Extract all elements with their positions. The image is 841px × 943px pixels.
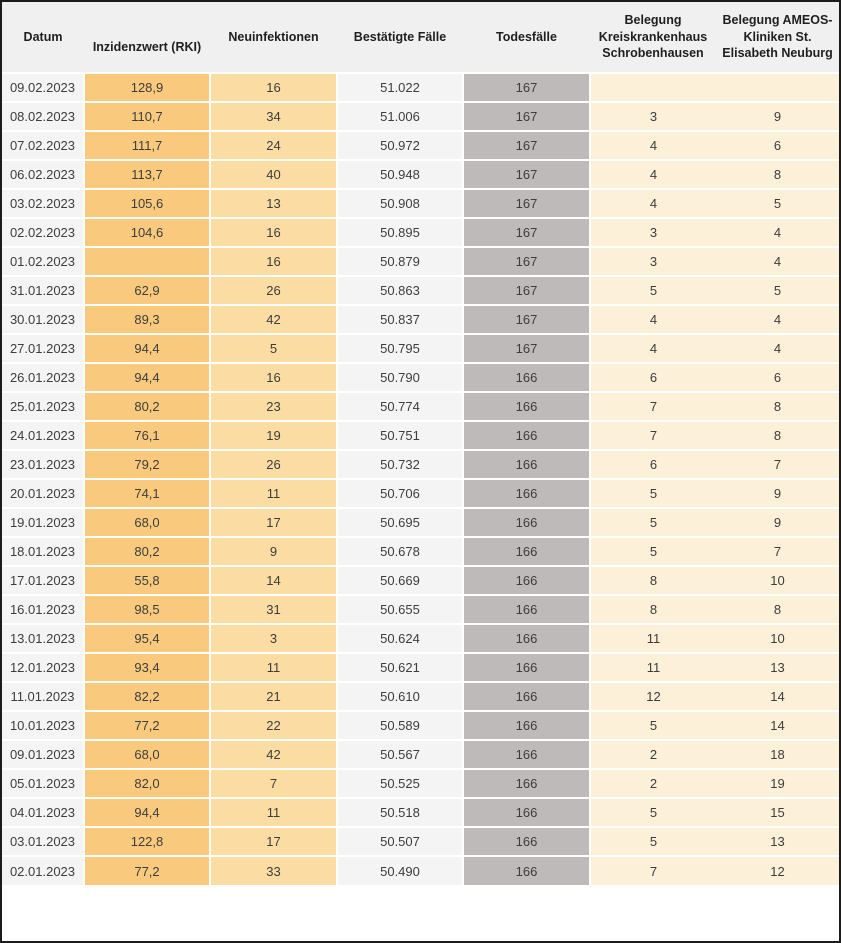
cell-datum: 25.01.2023 [2,392,84,421]
table-row [2,479,839,508]
cell-bestaetigte-faelle: 50.972 [337,131,463,160]
cell-belegung-kreiskrankenhaus: 11 [590,624,716,653]
cell-bestaetigte-faelle: 50.624 [337,624,463,653]
cell-bestaetigte-faelle: 50.879 [337,247,463,276]
cell-belegung-ameos: 18 [716,740,839,769]
cell-bestaetigte-faelle: 50.795 [337,334,463,363]
cell-inzidenzwert-rki: 82,2 [84,682,210,711]
cell-inzidenzwert-rki: 111,7 [84,131,210,160]
table-row [2,363,839,392]
cell-inzidenzwert-rki: 105,6 [84,189,210,218]
cell-datum: 19.01.2023 [2,508,84,537]
cell-belegung-kreiskrankenhaus: 3 [590,102,716,131]
cell-belegung-kreiskrankenhaus: 2 [590,769,716,798]
table-row [2,595,839,624]
cell-neuinfektionen: 19 [210,421,337,450]
cell-neuinfektionen: 23 [210,392,337,421]
cell-todesfaelle: 167 [463,247,590,276]
cell-todesfaelle: 166 [463,450,590,479]
table-row [2,740,839,769]
cell-belegung-kreiskrankenhaus: 6 [590,363,716,392]
table-row [2,682,839,711]
cell-bestaetigte-faelle: 50.908 [337,189,463,218]
cell-todesfaelle: 167 [463,160,590,189]
cell-belegung-kreiskrankenhaus: 7 [590,392,716,421]
cell-belegung-kreiskrankenhaus: 6 [590,450,716,479]
cell-neuinfektionen: 7 [210,769,337,798]
cell-todesfaelle: 167 [463,102,590,131]
cell-bestaetigte-faelle: 50.507 [337,827,463,856]
cell-bestaetigte-faelle: 50.774 [337,392,463,421]
cell-belegung-ameos: 6 [716,131,839,160]
cell-belegung-ameos: 6 [716,363,839,392]
column-header-datum: Datum [2,2,84,73]
table-row [2,189,839,218]
cell-neuinfektionen: 3 [210,624,337,653]
cell-inzidenzwert-rki: 68,0 [84,740,210,769]
cell-inzidenzwert-rki: 80,2 [84,392,210,421]
cell-datum: 07.02.2023 [2,131,84,160]
cell-todesfaelle: 166 [463,624,590,653]
table-row [2,856,839,885]
cell-neuinfektionen: 5 [210,334,337,363]
table-row [2,334,839,363]
cell-inzidenzwert-rki: 62,9 [84,276,210,305]
table-row [2,102,839,131]
cell-neuinfektionen: 33 [210,856,337,885]
cell-belegung-ameos: 14 [716,682,839,711]
cell-belegung-kreiskrankenhaus: 5 [590,537,716,566]
cell-datum: 09.01.2023 [2,740,84,769]
cell-belegung-ameos: 15 [716,798,839,827]
cell-todesfaelle: 166 [463,392,590,421]
cell-belegung-kreiskrankenhaus: 5 [590,479,716,508]
cell-bestaetigte-faelle: 50.837 [337,305,463,334]
cell-inzidenzwert-rki [84,247,210,276]
cell-neuinfektionen: 11 [210,653,337,682]
cell-todesfaelle: 166 [463,566,590,595]
cell-datum: 02.02.2023 [2,218,84,247]
cell-inzidenzwert-rki: 94,4 [84,334,210,363]
cell-neuinfektionen: 9 [210,537,337,566]
table-row [2,827,839,856]
cell-inzidenzwert-rki: 95,4 [84,624,210,653]
cell-belegung-ameos: 9 [716,508,839,537]
cell-belegung-kreiskrankenhaus: 7 [590,856,716,885]
cell-neuinfektionen: 26 [210,276,337,305]
cell-datum: 03.02.2023 [2,189,84,218]
cell-datum: 03.01.2023 [2,827,84,856]
cell-belegung-ameos: 5 [716,276,839,305]
cell-datum: 02.01.2023 [2,856,84,885]
cell-datum: 08.02.2023 [2,102,84,131]
cell-bestaetigte-faelle: 50.695 [337,508,463,537]
cell-belegung-ameos: 4 [716,305,839,334]
cell-inzidenzwert-rki: 104,6 [84,218,210,247]
table-row [2,769,839,798]
cell-neuinfektionen: 16 [210,218,337,247]
cell-bestaetigte-faelle: 50.895 [337,218,463,247]
cell-todesfaelle: 166 [463,653,590,682]
cell-belegung-kreiskrankenhaus [590,73,716,102]
cell-todesfaelle: 166 [463,363,590,392]
header-row [2,2,839,73]
cell-inzidenzwert-rki: 76,1 [84,421,210,450]
cell-datum: 31.01.2023 [2,276,84,305]
cell-datum: 09.02.2023 [2,73,84,102]
cell-datum: 17.01.2023 [2,566,84,595]
cell-neuinfektionen: 26 [210,450,337,479]
table-row [2,624,839,653]
cell-todesfaelle: 166 [463,740,590,769]
cell-todesfaelle: 167 [463,73,590,102]
cell-belegung-ameos: 13 [716,827,839,856]
cell-belegung-kreiskrankenhaus: 4 [590,160,716,189]
table-row [2,305,839,334]
cell-neuinfektionen: 22 [210,711,337,740]
cell-todesfaelle: 166 [463,537,590,566]
cell-belegung-ameos [716,73,839,102]
column-header-inzidenzwert-rki: Inzidenzwert (RKI) [84,2,210,73]
cell-neuinfektionen: 11 [210,479,337,508]
column-header-bestaetigte-faelle: Bestätigte Fälle [337,2,463,73]
cell-inzidenzwert-rki: 68,0 [84,508,210,537]
cell-todesfaelle: 166 [463,682,590,711]
cell-belegung-kreiskrankenhaus: 11 [590,653,716,682]
cell-neuinfektionen: 13 [210,189,337,218]
cell-inzidenzwert-rki: 89,3 [84,305,210,334]
table-header [2,2,839,73]
cell-bestaetigte-faelle: 50.518 [337,798,463,827]
cell-datum: 13.01.2023 [2,624,84,653]
column-header-belegung-ameos: Belegung AMEOS-Kliniken St. Elisabeth Neuburg [716,2,839,73]
cell-belegung-ameos: 7 [716,450,839,479]
cell-belegung-ameos: 8 [716,421,839,450]
cell-bestaetigte-faelle: 50.669 [337,566,463,595]
cell-bestaetigte-faelle: 50.790 [337,363,463,392]
cell-todesfaelle: 166 [463,856,590,885]
cell-neuinfektionen: 42 [210,740,337,769]
cell-belegung-kreiskrankenhaus: 4 [590,334,716,363]
cell-belegung-kreiskrankenhaus: 4 [590,131,716,160]
cell-datum: 10.01.2023 [2,711,84,740]
cell-todesfaelle: 167 [463,305,590,334]
cell-bestaetigte-faelle: 50.589 [337,711,463,740]
cell-bestaetigte-faelle: 51.006 [337,102,463,131]
cell-todesfaelle: 167 [463,189,590,218]
cell-neuinfektionen: 42 [210,305,337,334]
cell-bestaetigte-faelle: 50.567 [337,740,463,769]
table-row [2,160,839,189]
cell-datum: 27.01.2023 [2,334,84,363]
cell-neuinfektionen: 24 [210,131,337,160]
cell-bestaetigte-faelle: 50.525 [337,769,463,798]
cell-todesfaelle: 166 [463,421,590,450]
cell-datum: 05.01.2023 [2,769,84,798]
cell-datum: 11.01.2023 [2,682,84,711]
cell-neuinfektionen: 11 [210,798,337,827]
cell-bestaetigte-faelle: 50.610 [337,682,463,711]
cell-belegung-kreiskrankenhaus: 5 [590,827,716,856]
table-row [2,218,839,247]
cell-belegung-kreiskrankenhaus: 5 [590,711,716,740]
cell-neuinfektionen: 14 [210,566,337,595]
cell-datum: 04.01.2023 [2,798,84,827]
cell-bestaetigte-faelle: 50.732 [337,450,463,479]
cell-datum: 30.01.2023 [2,305,84,334]
cell-bestaetigte-faelle: 50.948 [337,160,463,189]
cell-belegung-kreiskrankenhaus: 5 [590,508,716,537]
cell-belegung-ameos: 9 [716,479,839,508]
cell-belegung-ameos: 12 [716,856,839,885]
cell-todesfaelle: 167 [463,334,590,363]
cell-datum: 26.01.2023 [2,363,84,392]
table-row [2,450,839,479]
cell-inzidenzwert-rki: 77,2 [84,711,210,740]
table-row [2,73,839,102]
cell-belegung-ameos: 7 [716,537,839,566]
cell-belegung-ameos: 19 [716,769,839,798]
cell-inzidenzwert-rki: 94,4 [84,363,210,392]
column-header-neuinfektionen: Neuinfektionen [210,2,337,73]
table-row [2,711,839,740]
cell-inzidenzwert-rki: 93,4 [84,653,210,682]
cell-todesfaelle: 166 [463,508,590,537]
cell-belegung-ameos: 10 [716,624,839,653]
cell-belegung-kreiskrankenhaus: 5 [590,276,716,305]
cell-belegung-kreiskrankenhaus: 3 [590,247,716,276]
cell-belegung-kreiskrankenhaus: 3 [590,218,716,247]
cell-inzidenzwert-rki: 128,9 [84,73,210,102]
cell-belegung-kreiskrankenhaus: 2 [590,740,716,769]
cell-inzidenzwert-rki: 98,5 [84,595,210,624]
cell-neuinfektionen: 17 [210,508,337,537]
cell-todesfaelle: 167 [463,131,590,160]
cell-belegung-ameos: 8 [716,160,839,189]
cell-belegung-ameos: 10 [716,566,839,595]
cell-bestaetigte-faelle: 50.706 [337,479,463,508]
cell-todesfaelle: 166 [463,479,590,508]
cell-belegung-kreiskrankenhaus: 5 [590,798,716,827]
cell-belegung-ameos: 14 [716,711,839,740]
cell-inzidenzwert-rki: 94,4 [84,798,210,827]
cell-inzidenzwert-rki: 74,1 [84,479,210,508]
cell-inzidenzwert-rki: 113,7 [84,160,210,189]
cell-todesfaelle: 167 [463,276,590,305]
cell-neuinfektionen: 31 [210,595,337,624]
cell-belegung-ameos: 4 [716,218,839,247]
cell-belegung-ameos: 9 [716,102,839,131]
table-row [2,276,839,305]
column-header-todesfaelle: Todesfälle [463,2,590,73]
cell-todesfaelle: 166 [463,798,590,827]
cell-belegung-ameos: 13 [716,653,839,682]
cell-belegung-kreiskrankenhaus: 4 [590,189,716,218]
cell-inzidenzwert-rki: 77,2 [84,856,210,885]
table-row [2,653,839,682]
cell-belegung-kreiskrankenhaus: 12 [590,682,716,711]
cell-bestaetigte-faelle: 50.863 [337,276,463,305]
cell-neuinfektionen: 16 [210,247,337,276]
cell-neuinfektionen: 17 [210,827,337,856]
cell-todesfaelle: 166 [463,595,590,624]
cell-neuinfektionen: 16 [210,73,337,102]
cell-belegung-ameos: 8 [716,392,839,421]
cell-datum: 16.01.2023 [2,595,84,624]
cell-datum: 24.01.2023 [2,421,84,450]
cell-todesfaelle: 166 [463,827,590,856]
cell-datum: 18.01.2023 [2,537,84,566]
cell-inzidenzwert-rki: 82,0 [84,769,210,798]
table-row [2,537,839,566]
table-row [2,566,839,595]
cell-inzidenzwert-rki: 79,2 [84,450,210,479]
cell-neuinfektionen: 34 [210,102,337,131]
cell-bestaetigte-faelle: 50.490 [337,856,463,885]
cell-datum: 01.02.2023 [2,247,84,276]
cell-todesfaelle: 166 [463,769,590,798]
cell-belegung-kreiskrankenhaus: 8 [590,566,716,595]
cell-datum: 06.02.2023 [2,160,84,189]
cell-belegung-ameos: 8 [716,595,839,624]
table-body [2,73,839,885]
cell-inzidenzwert-rki: 110,7 [84,102,210,131]
cell-belegung-kreiskrankenhaus: 4 [590,305,716,334]
cell-neuinfektionen: 40 [210,160,337,189]
cell-bestaetigte-faelle: 50.751 [337,421,463,450]
cell-todesfaelle: 167 [463,218,590,247]
cell-todesfaelle: 166 [463,711,590,740]
table-row [2,508,839,537]
cell-inzidenzwert-rki: 55,8 [84,566,210,595]
table-row [2,392,839,421]
cell-neuinfektionen: 21 [210,682,337,711]
table-row [2,798,839,827]
table-row [2,131,839,160]
cell-belegung-ameos: 5 [716,189,839,218]
cell-bestaetigte-faelle: 50.655 [337,595,463,624]
cell-inzidenzwert-rki: 80,2 [84,537,210,566]
table-row [2,247,839,276]
cell-datum: 20.01.2023 [2,479,84,508]
cell-neuinfektionen: 16 [210,363,337,392]
cell-inzidenzwert-rki: 122,8 [84,827,210,856]
cell-belegung-kreiskrankenhaus: 7 [590,421,716,450]
column-header-belegung-kreiskrankenhaus: Belegung Kreiskrankenhaus Schrobenhausen [590,2,716,73]
cell-belegung-kreiskrankenhaus: 8 [590,595,716,624]
cell-belegung-ameos: 4 [716,334,839,363]
cell-datum: 12.01.2023 [2,653,84,682]
cell-bestaetigte-faelle: 50.678 [337,537,463,566]
cell-bestaetigte-faelle: 50.621 [337,653,463,682]
cell-bestaetigte-faelle: 51.022 [337,73,463,102]
covid-statistics-table [2,2,839,885]
table-row [2,421,839,450]
cell-datum: 23.01.2023 [2,450,84,479]
cell-belegung-ameos: 4 [716,247,839,276]
